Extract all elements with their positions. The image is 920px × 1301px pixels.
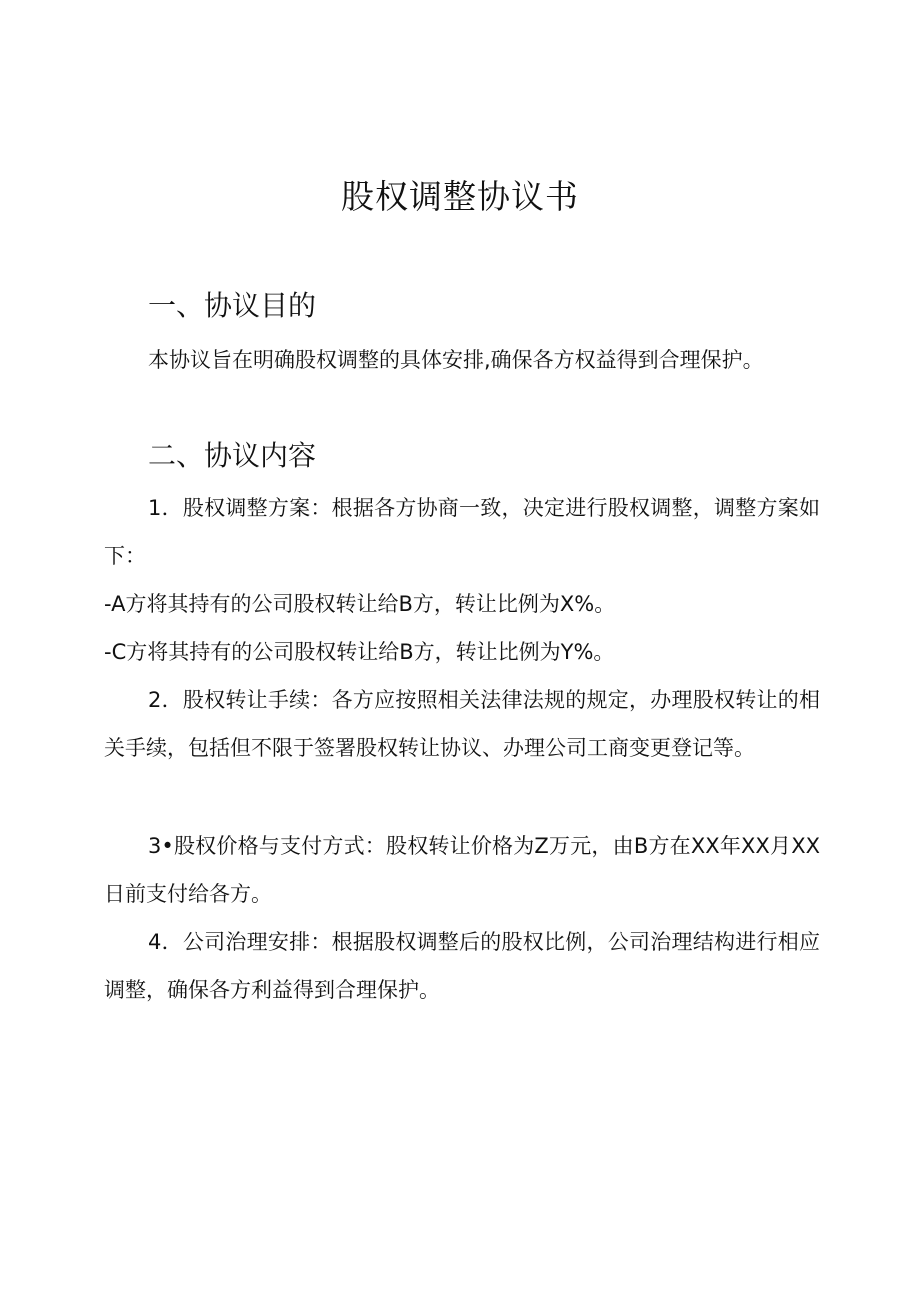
clause-2-paragraph: 2．股权转让手续：各方应按照相关法律法规的规定，办理股权转让的相关手续，包括但不限于签署股权转让协议、办理公司工商变更登记等。: [104, 688, 820, 760]
purpose-paragraph: 本协议旨在明确股权调整的具体安排,确保各方权益得到合理保护。: [148, 348, 764, 372]
section-heading-purpose: 一、协议目的: [148, 289, 317, 322]
clause-1-item-c: -C方将其持有的公司股权转让给B方，转让比例为Y%。: [104, 640, 615, 664]
clause-1-paragraph: 1．股权调整方案：根据各方协商一致，决定进行股权调整，调整方案如下：: [104, 496, 820, 568]
clause-4-paragraph: 4．公司治理安排：根据股权调整后的股权比例，公司治理结构进行相应调整，确保各方利益得到合理保护。: [104, 930, 820, 1002]
clause-1-item-a: -A方将其持有的公司股权转让给B方，转让比例为X%。: [104, 592, 616, 616]
section-heading-content: 二、协议内容: [148, 439, 317, 472]
document-title: 股权调整协议书: [341, 177, 579, 216]
clause-3-paragraph: 3•股权价格与支付方式：股权转让价格为Z万元，由B方在XX年XX月XX日前支付给各方。: [104, 834, 820, 906]
